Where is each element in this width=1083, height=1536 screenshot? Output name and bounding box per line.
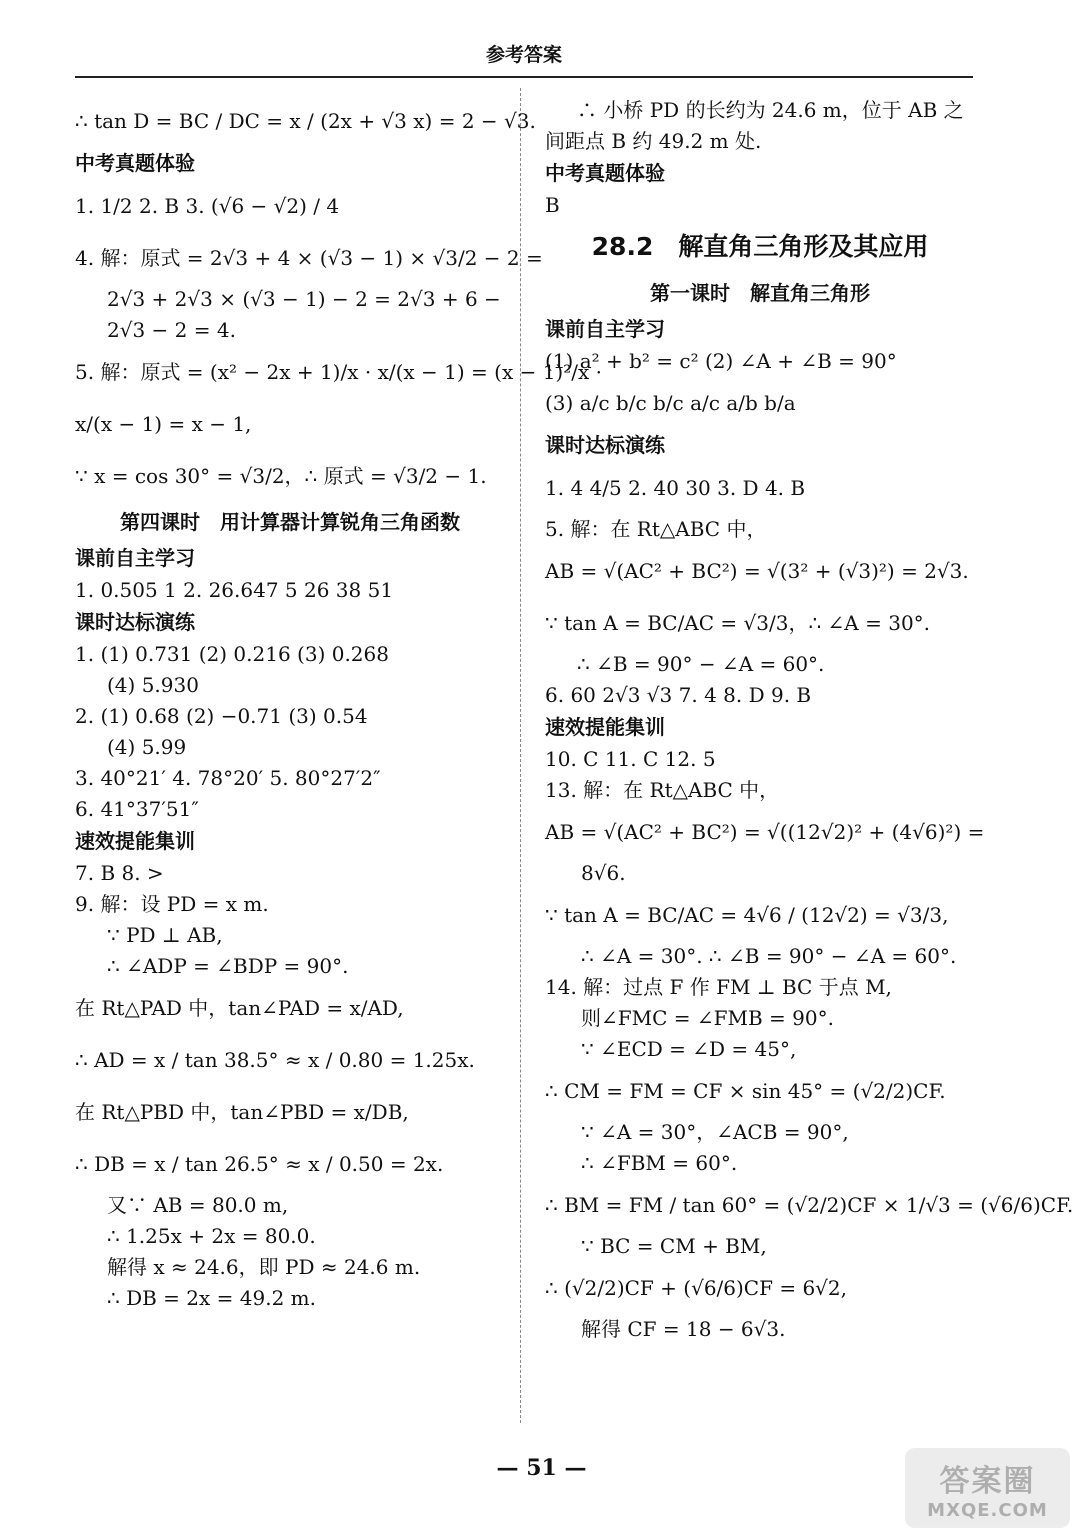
- right-line: ∴ 小桥 PD 的长约为 24.6 m，位于 AB 之: [577, 98, 964, 122]
- left-line: ∵ PD ⊥ AB,: [107, 923, 223, 947]
- left-line: 2. (1) 0.68 (2) −0.71 (3) 0.54: [75, 704, 368, 728]
- left-line: 课时达标演练: [75, 610, 195, 634]
- right-line: AB = √(AC² + BC²) = √(3² + (√3)²) = 2√3.: [545, 559, 969, 583]
- right-line: ∵ ∠A = 30°，∠ACB = 90°,: [581, 1120, 849, 1144]
- left-line: ∴ 1.25x + 2x = 80.0.: [107, 1224, 316, 1248]
- left-line: 6. 41°37′51″: [75, 797, 199, 821]
- left-line: 解得 x ≈ 24.6，即 PD ≈ 24.6 m.: [107, 1255, 421, 1279]
- right-line: ∴ ∠A = 30°. ∴ ∠B = 90° − ∠A = 60°.: [581, 944, 957, 968]
- right-line: (1) a² + b² = c² (2) ∠A + ∠B = 90°: [545, 349, 897, 373]
- right-line: 1. 4 4/5 2. 40 30 3. D 4. B: [545, 476, 806, 500]
- right-column: [545, 95, 1074, 1345]
- left-line: 中考真题体验: [75, 151, 195, 175]
- left-line: 课前自主学习: [75, 546, 195, 570]
- left-line: 又∵ AB = 80.0 m,: [107, 1193, 289, 1217]
- left-line: (4) 5.99: [107, 735, 187, 759]
- page-header-title: 参考答案: [485, 44, 562, 66]
- left-line: 在 Rt△PBD 中，tan∠PBD = x/DB,: [75, 1100, 409, 1124]
- left-line: x/(x − 1) = x − 1,: [75, 412, 252, 436]
- column-divider: [520, 88, 521, 1423]
- right-line: ∵ tan A = BC/AC = 4√6 / (12√2) = √3/3,: [545, 903, 949, 927]
- right-line: (3) a/c b/c b/c a/c a/b b/a: [545, 391, 796, 415]
- left-column: [75, 95, 602, 1314]
- right-line: 间距点 B 约 49.2 m 处.: [545, 129, 762, 153]
- right-line: B: [545, 193, 560, 217]
- right-line: ∵ BC = CM + BM,: [581, 1234, 767, 1258]
- right-line: ∵ ∠ECD = ∠D = 45°,: [581, 1037, 797, 1061]
- left-line: 速效提能集训: [75, 829, 195, 853]
- left-line: 2√3 + 2√3 × (√3 − 1) − 2 = 2√3 + 6 −: [107, 287, 501, 311]
- left-line: ∵ x = cos 30° = √3/2，∴ 原式 = √3/2 − 1.: [75, 464, 487, 488]
- watermark-url: MXQE.COM: [927, 1499, 1048, 1521]
- right-line: ∴ ∠FBM = 60°.: [581, 1151, 738, 1175]
- watermark-text: 答案圈: [939, 1463, 1036, 1499]
- header-rule: [75, 76, 973, 78]
- right-line: ∴ CM = FM = CF × sin 45° = (√2/2)CF.: [545, 1079, 946, 1103]
- right-line: ∵ tan A = BC/AC = √3/3，∴ ∠A = 30°.: [545, 611, 931, 635]
- right-line: 则∠FMC = ∠FMB = 90°.: [581, 1006, 834, 1030]
- right-line: 8√6.: [581, 861, 626, 885]
- right-line: 6. 60 2√3 √3 7. 4 8. D 9. B: [545, 683, 812, 707]
- left-line: 9. 解：设 PD = x m.: [75, 892, 269, 916]
- left-line: 1. 1/2 2. B 3. (√6 − √2) / 4: [75, 194, 340, 218]
- left-line: 2√3 − 2 = 4.: [107, 318, 236, 342]
- right-line: ∴ BM = FM / tan 60° = (√2/2)CF × 1/√3 = (√6/6)CF.: [545, 1193, 1074, 1217]
- right-line: ∴ ∠B = 90° − ∠A = 60°.: [577, 652, 825, 676]
- left-line: 3. 40°21′ 4. 78°20′ 5. 80°27′2″: [75, 766, 381, 790]
- right-line: 10. C 11. C 12. 5: [545, 747, 716, 771]
- right-line: 中考真题体验: [545, 161, 665, 185]
- right-line: 课前自主学习: [545, 317, 665, 341]
- left-line: ∴ DB = 2x = 49.2 m.: [107, 1286, 316, 1310]
- left-line: ∴ DB = x / tan 26.5° ≈ x / 0.50 = 2x.: [75, 1152, 444, 1176]
- right-line: 速效提能集训: [545, 715, 665, 739]
- left-line: 4. 解：原式 = 2√3 + 4 × (√3 − 1) × √3/2 − 2 =: [75, 246, 543, 270]
- left-line: 第四课时 用计算器计算锐角三角函数: [120, 510, 460, 534]
- watermark-logo: [905, 1448, 1070, 1528]
- right-line: AB = √(AC² + BC²) = √((12√2)² + (4√6)²) =: [545, 820, 985, 844]
- left-line: ∴ AD = x / tan 38.5° ≈ x / 0.80 = 1.25x.: [75, 1048, 475, 1072]
- right-line: 第一课时 解直角三角形: [650, 281, 870, 305]
- right-line: 14. 解：过点 F 作 FM ⊥ BC 于点 M,: [545, 975, 892, 999]
- left-line: ∴ tan D = BC / DC = x / (2x + √3 x) = 2 − √3.: [75, 109, 536, 133]
- left-line: 7. B 8. >: [75, 861, 164, 885]
- right-line: 28.2 解直角三角形及其应用: [591, 232, 929, 261]
- right-line: 课时达标演练: [545, 433, 665, 457]
- right-line: 13. 解：在 Rt△ABC 中，: [545, 778, 780, 802]
- left-line: ∴ ∠ADP = ∠BDP = 90°.: [107, 954, 349, 978]
- left-line: (4) 5.930: [107, 673, 199, 697]
- left-line: 1. 0.505 1 2. 26.647 5 26 38 51: [75, 578, 394, 602]
- right-line: ∴ (√2/2)CF + (√6/6)CF = 6√2,: [545, 1276, 848, 1300]
- left-line: 5. 解：原式 = (x² − 2x + 1)/x · x/(x − 1) = (x − 1)²/x ·: [75, 360, 602, 384]
- left-line: 在 Rt△PAD 中，tan∠PAD = x/AD,: [75, 996, 404, 1020]
- left-line: 1. (1) 0.731 (2) 0.216 (3) 0.268: [75, 642, 389, 666]
- right-line: 解得 CF = 18 − 6√3.: [581, 1317, 786, 1341]
- page-number: — 51 —: [496, 1455, 587, 1481]
- right-line: 5. 解：在 Rt△ABC 中，: [545, 517, 767, 541]
